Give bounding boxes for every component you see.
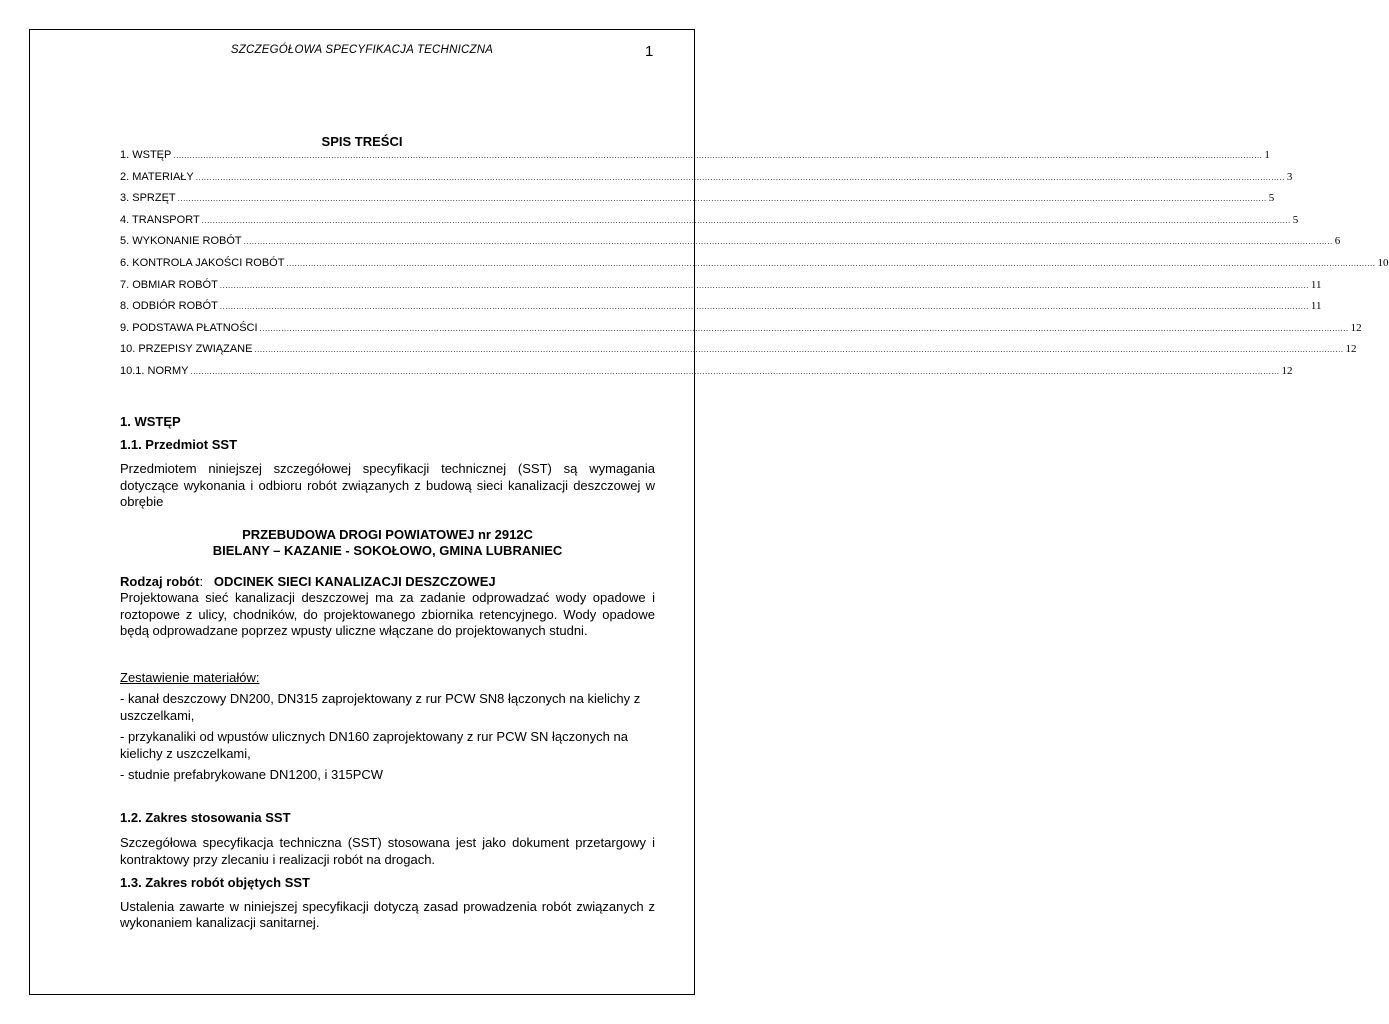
toc-entry-label: 10. PRZEPISY ZWIĄZANE bbox=[120, 343, 253, 356]
toc-entry-page: 5 bbox=[1292, 213, 1299, 226]
toc-entry-label: 10.1. NORMY bbox=[120, 364, 189, 377]
toc-leader-dots: ................................................................................................................................................................................................................................................................................................................................................................................................................ bbox=[177, 194, 1267, 204]
work-type-colon: : bbox=[199, 573, 204, 589]
toc-entry[interactable] bbox=[120, 192, 1275, 214]
toc-entry-label: 8. ODBIÓR ROBÓT bbox=[120, 300, 218, 313]
work-type-label: Rodzaj robót bbox=[120, 573, 200, 589]
subsection-heading-zakres-stosowania: 1.2. Zakres stosowania SST bbox=[120, 809, 291, 825]
toc-entry[interactable] bbox=[120, 300, 1322, 322]
toc-entry-page: 1 bbox=[1264, 149, 1270, 161]
toc-leader-dots: ................................................................................................................................................................................................................................................................................................................................................................................................................ bbox=[243, 237, 1333, 247]
toc-entry-label: 3. SPRZĘT bbox=[120, 192, 176, 205]
toc-entry-label: 7. OBMIAR ROBÓT bbox=[120, 278, 218, 291]
toc-leader-dots: ................................................................................................................................................................................................................................................................................................................................................................................................................ bbox=[201, 215, 1291, 225]
document-header-title: SZCZEGÓŁOWA SPECYFIKACJA TECHNICZNA bbox=[230, 44, 494, 56]
toc-entry-label: 6. KONTROLA JAKOŚCI ROBÓT bbox=[120, 256, 285, 269]
toc-leader-dots: ................................................................................................................................................................................................................................................................................................................................................................................................................ bbox=[286, 258, 1376, 268]
toc-entry[interactable] bbox=[120, 343, 1357, 365]
materials-heading: Zestawienie materiałów: bbox=[120, 669, 260, 685]
toc-entry[interactable] bbox=[120, 321, 1362, 344]
toc-entry-page: 3 bbox=[1286, 170, 1293, 183]
page-number: 1 bbox=[645, 43, 654, 60]
subsection-heading-zakres-robot: 1.3. Zakres robót objętych SST bbox=[120, 875, 310, 890]
document-body bbox=[120, 414, 655, 932]
materials-item: - kanał deszczowy DN200, DN315 zaprojektowany z rur PCW SN8 łączonych na kielichy z uszczelkami, bbox=[120, 691, 641, 723]
materials-item: - przykanaliki od wpustów ulicznych DN160 zaprojektowany z rur PCW SN łączonych na kielichy z uszczelkami, bbox=[120, 729, 628, 761]
toc-entry-page: 6 bbox=[1334, 235, 1341, 248]
toc-leader-dots: ................................................................................................................................................................................................................................................................................................................................................................................................................ bbox=[259, 323, 1349, 333]
paragraph-zakres-stosowania: Szczegółowa specyfikacja techniczna (SST) stosowana jest jako dokument przetargowy i kontraktowy przy zlecaniu i realizacji robót na drogach. bbox=[120, 835, 655, 867]
toc-entry-label: 5. WYKONANIE ROBÓT bbox=[120, 235, 242, 248]
table-of-contents bbox=[120, 149, 1389, 387]
toc-entry-page: 5 bbox=[1268, 192, 1275, 205]
toc-leader-dots: ................................................................................................................................................................................................................................................................................................................................................................................................................ bbox=[219, 302, 1309, 312]
toc-entry-page: 12 bbox=[1345, 343, 1357, 356]
toc-entry[interactable] bbox=[120, 213, 1299, 236]
section-heading-wstep: 1. WSTĘP bbox=[120, 414, 181, 429]
paragraph-zakres-robot: Ustalenia zawarte w niniejszej specyfikacji dotyczą zasad prowadzenia robót związanych z wykonaniem kanalizacji sanitarnej. bbox=[120, 898, 655, 930]
toc-leader-dots: ................................................................................................................................................................................................................................................................................................................................................................................................................ bbox=[173, 151, 1263, 160]
toc-entry-label: 1. WSTĘP bbox=[120, 149, 172, 161]
toc-entry-page: 11 bbox=[1310, 278, 1322, 291]
toc-entry[interactable] bbox=[120, 278, 1322, 301]
paragraph-przedmiot: Przedmiotem niniejszej szczegółowej specyfikacji technicznej (SST) są wymagania dotyczące wykonania i odbioru robót związanych z budową sieci kanalizacji deszczowej w obrębie bbox=[120, 461, 655, 509]
toc-entry-label: 2. MATERIAŁY bbox=[120, 170, 194, 183]
project-title-line2: BIELANY – KAZANIE - SOKOŁOWO, GMINA LUBRANIEC bbox=[212, 543, 563, 558]
work-type-line bbox=[120, 574, 655, 591]
toc-entry-page: 12 bbox=[1281, 364, 1293, 377]
materials-item: - studnie prefabrykowane DN1200, i 315PCW bbox=[120, 767, 384, 782]
toc-entry-page: 12 bbox=[1350, 321, 1362, 334]
toc-entry-label: 9. PODSTAWA PŁATNOŚCI bbox=[120, 321, 258, 334]
toc-entry[interactable] bbox=[120, 256, 1389, 279]
toc-entry-page: 11 bbox=[1310, 300, 1322, 313]
toc-title: SPIS TREŚCI bbox=[321, 134, 403, 149]
paragraph-work-type: Projektowana sieć kanalizacji deszczowej ma za zadanie odprowadzać wody opadowe i roztopowe z ulicy, chodników, do projektowanego zbiornika retencyjnego. Wody opadowe będą odprowadzane poprzez wpusty uliczne włączane do projektowanych studni. bbox=[120, 590, 655, 638]
toc-leader-dots: ................................................................................................................................................................................................................................................................................................................................................................................................................ bbox=[195, 172, 1285, 182]
toc-entry[interactable] bbox=[120, 170, 1293, 193]
toc-entry[interactable] bbox=[120, 235, 1341, 257]
toc-entry-page: 10 bbox=[1377, 256, 1389, 269]
subsection-heading-przedmiot: 1.1. Przedmiot SST bbox=[120, 436, 238, 452]
toc-entry-label: 4. TRANSPORT bbox=[120, 213, 200, 226]
work-type-value: ODCINEK SIECI KANALIZACJI DESZCZOWEJ bbox=[213, 573, 496, 589]
toc-leader-dots: ................................................................................................................................................................................................................................................................................................................................................................................................................ bbox=[190, 366, 1280, 376]
toc-leader-dots: ................................................................................................................................................................................................................................................................................................................................................................................................................ bbox=[254, 345, 1344, 355]
toc-leader-dots: ................................................................................................................................................................................................................................................................................................................................................................................................................ bbox=[219, 280, 1309, 290]
toc-entry[interactable] bbox=[120, 149, 1270, 171]
project-title-line1: PRZEBUDOWA DROGI POWIATOWEJ nr 2912C bbox=[242, 526, 533, 542]
toc-entry[interactable] bbox=[120, 364, 1293, 387]
